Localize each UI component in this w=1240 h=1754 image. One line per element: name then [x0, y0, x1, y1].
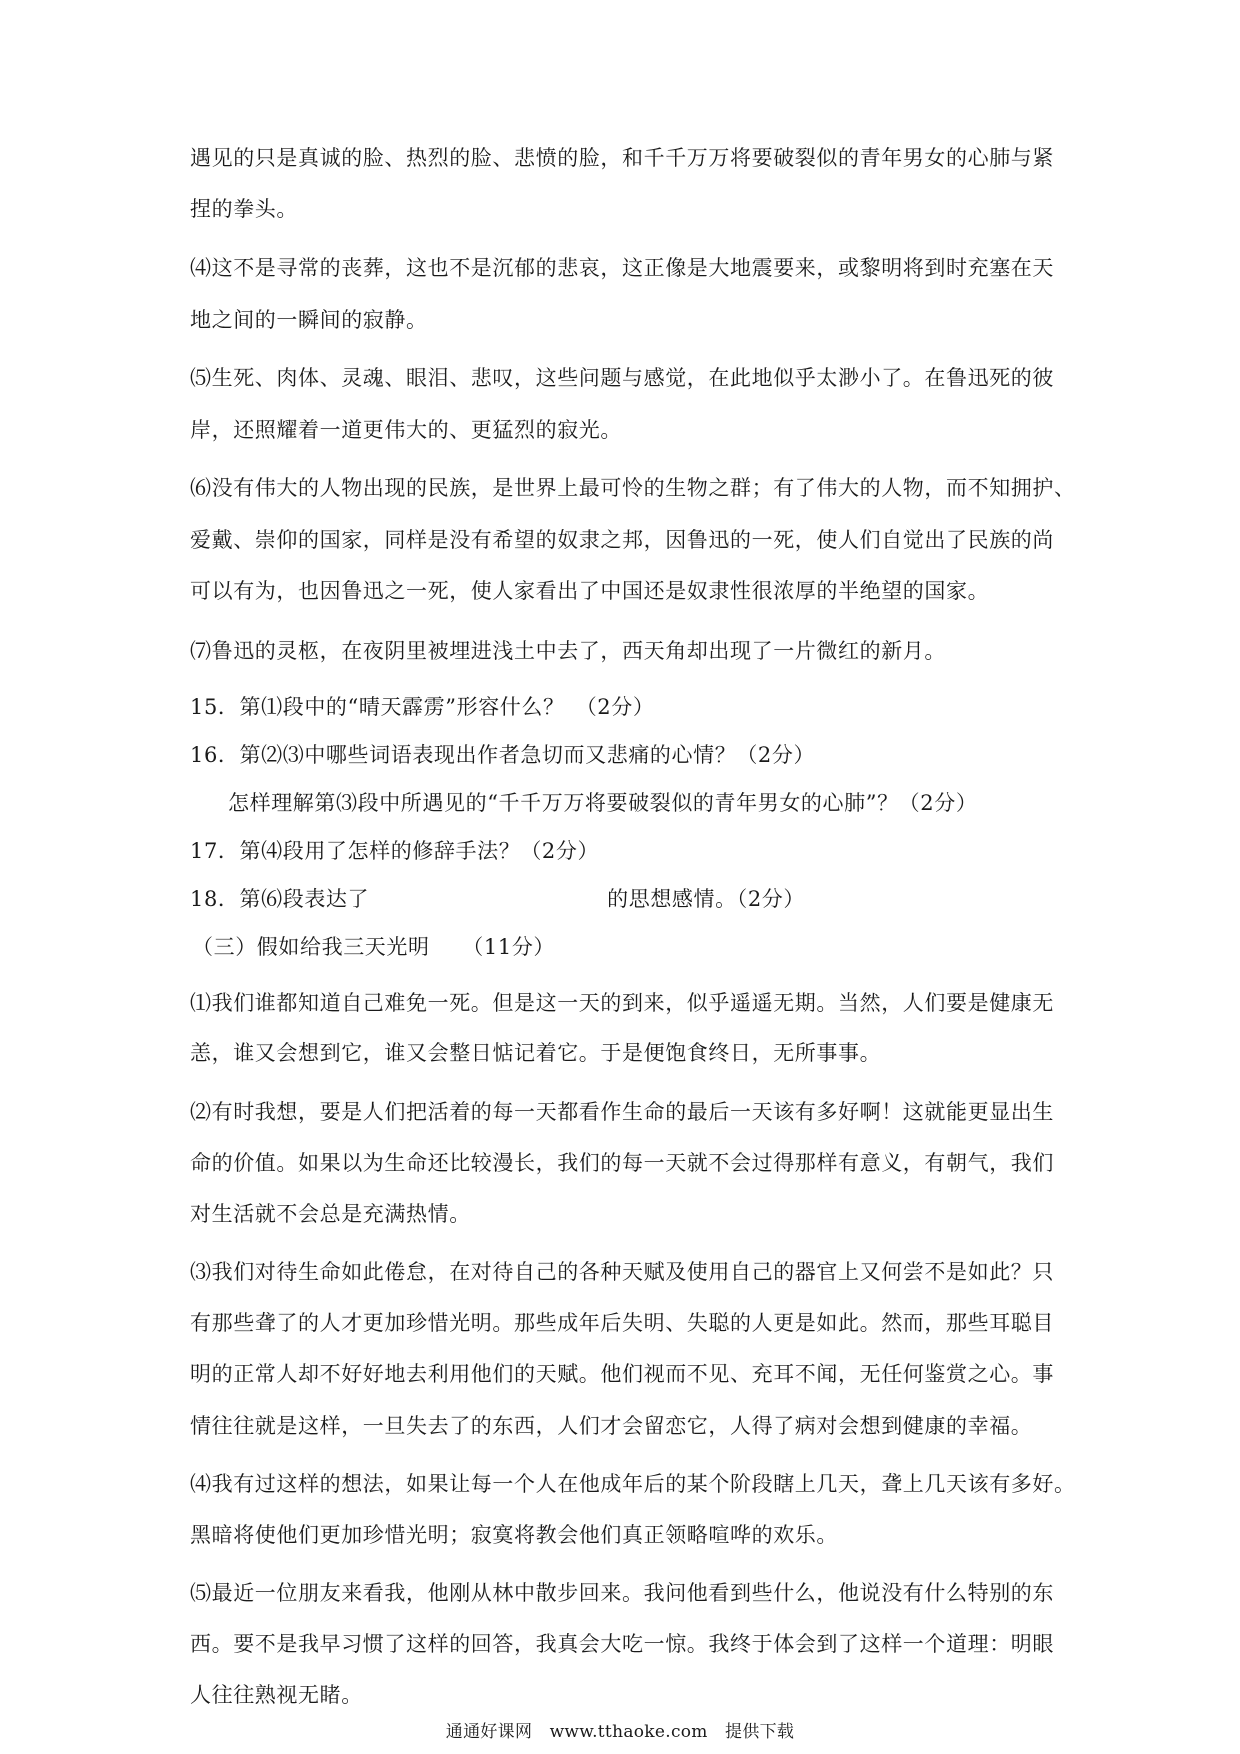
- passage-line: ⑵有时我想，要是人们把活着的每一天都看作生命的最后一天该有多好啊！这就能更显出生: [190, 1100, 1054, 1124]
- passage-line: ⑸最近一位朋友来看我，他刚从林中散步回来。我问他看到些什么，他说没有什么特别的东: [190, 1581, 1054, 1605]
- passage-line: ⑷我有过这样的想法，如果让每一个人在他成年后的某个阶段瞎上几天，聋上几天该有多好。: [190, 1472, 1076, 1496]
- passage-line: ⑷这不是寻常的丧葬，这也不是沉郁的悲哀，这正像是大地震要来，或黎明将到时充塞在天: [190, 256, 1054, 280]
- passage-line: 明的正常人却不好好地去利用他们的天赋。他们视而不见、充耳不闻，无任何鉴赏之心。事: [190, 1362, 1054, 1386]
- passage-line: 可以有为，也因鲁迅之一死，使人家看出了中国还是奴隶性很浓厚的半绝望的国家。: [190, 579, 990, 603]
- passage-line: ⑺鲁迅的灵柩，在夜阴里被埋进浅土中去了，西天角却出现了一片微红的新月。: [190, 639, 946, 663]
- passage-line: ⑹没有伟大的人物出现的民族，是世界上最可怜的生物之群；有了伟大的人物，而不知拥护、: [190, 476, 1076, 500]
- page-footer: 通通好课网 www.tthaoke.com 提供下载: [445, 1722, 795, 1742]
- passage-line: 捏的拳头。: [190, 197, 298, 221]
- passage-line: 命的价值。如果以为生命还比较漫长，我们的每一天就不会过得那样有意义，有朝气，我们: [190, 1151, 1054, 1175]
- passage-line: 人往往熟视无睹。: [190, 1683, 363, 1707]
- passage-line: 爱戴、崇仰的国家，同样是没有希望的奴隶之邦，因鲁迅的一死，使人们自觉出了民族的尚: [190, 528, 1054, 552]
- passage-line: 有那些聋了的人才更加珍惜光明。那些成年后失明、失聪的人更是如此。然而，那些耳聪目: [190, 1311, 1054, 1335]
- passage-line: 情往往就是这样，一旦失去了的东西，人们才会留恋它，人得了病对会想到健康的幸福。: [190, 1414, 1033, 1438]
- passage-line: 恙，谁又会想到它，谁又会整日惦记着它。于是便饱食终日，无所事事。: [190, 1041, 882, 1065]
- question-16-sub: 怎样理解第⑶段中所遇见的“千千万万将要破裂似的青年男女的心肺”？（2分）: [228, 791, 978, 815]
- section-title: （三）假如给我三天光明 （11分）: [192, 935, 556, 959]
- passage-line: ⑸生死、肉体、灵魂、眼泪、悲叹，这些问题与感觉，在此地似乎太渺小了。在鲁迅死的彼: [190, 366, 1054, 390]
- passage-line: 黑暗将使他们更加珍惜光明；寂寞将教会他们真正领略喧哗的欢乐。: [190, 1523, 838, 1547]
- question-15: 15．第⑴段中的“晴天霹雳”形容什么？ （2分）: [190, 695, 655, 719]
- question-18-suffix: 的思想感情。（2分）: [607, 887, 805, 911]
- passage-line: 岸，还照耀着一道更伟大的、更猛烈的寂光。: [190, 418, 622, 442]
- passage-line: 遇见的只是真诚的脸、热烈的脸、悲愤的脸，和千千万万将要破裂似的青年男女的心肺与紧: [190, 146, 1054, 170]
- passage-line: ⑴我们谁都知道自己难免一死。但是这一天的到来，似乎遥遥无期。当然，人们要是健康无: [190, 991, 1054, 1015]
- passage-line: 对生活就不会总是充满热情。: [190, 1202, 471, 1226]
- question-16: 16．第⑵⑶中哪些词语表现出作者急切而又悲痛的心情？（2分）: [190, 743, 816, 767]
- passage-line: 地之间的一瞬间的寂静。: [190, 308, 428, 332]
- passage-line: ⑶我们对待生命如此倦怠，在对待自己的各种天赋及使用自己的器官上又何尝不是如此？只: [190, 1260, 1054, 1284]
- question-18: [190, 884, 805, 914]
- question-17: 17．第⑷段用了怎样的修辞手法？（2分）: [190, 839, 600, 863]
- question-18-prefix: 18．第⑹段表达了: [190, 887, 370, 911]
- passage-line: 西。要不是我早习惯了这样的回答，我真会大吃一惊。我终于体会到了这样一个道理：明眼: [190, 1632, 1054, 1656]
